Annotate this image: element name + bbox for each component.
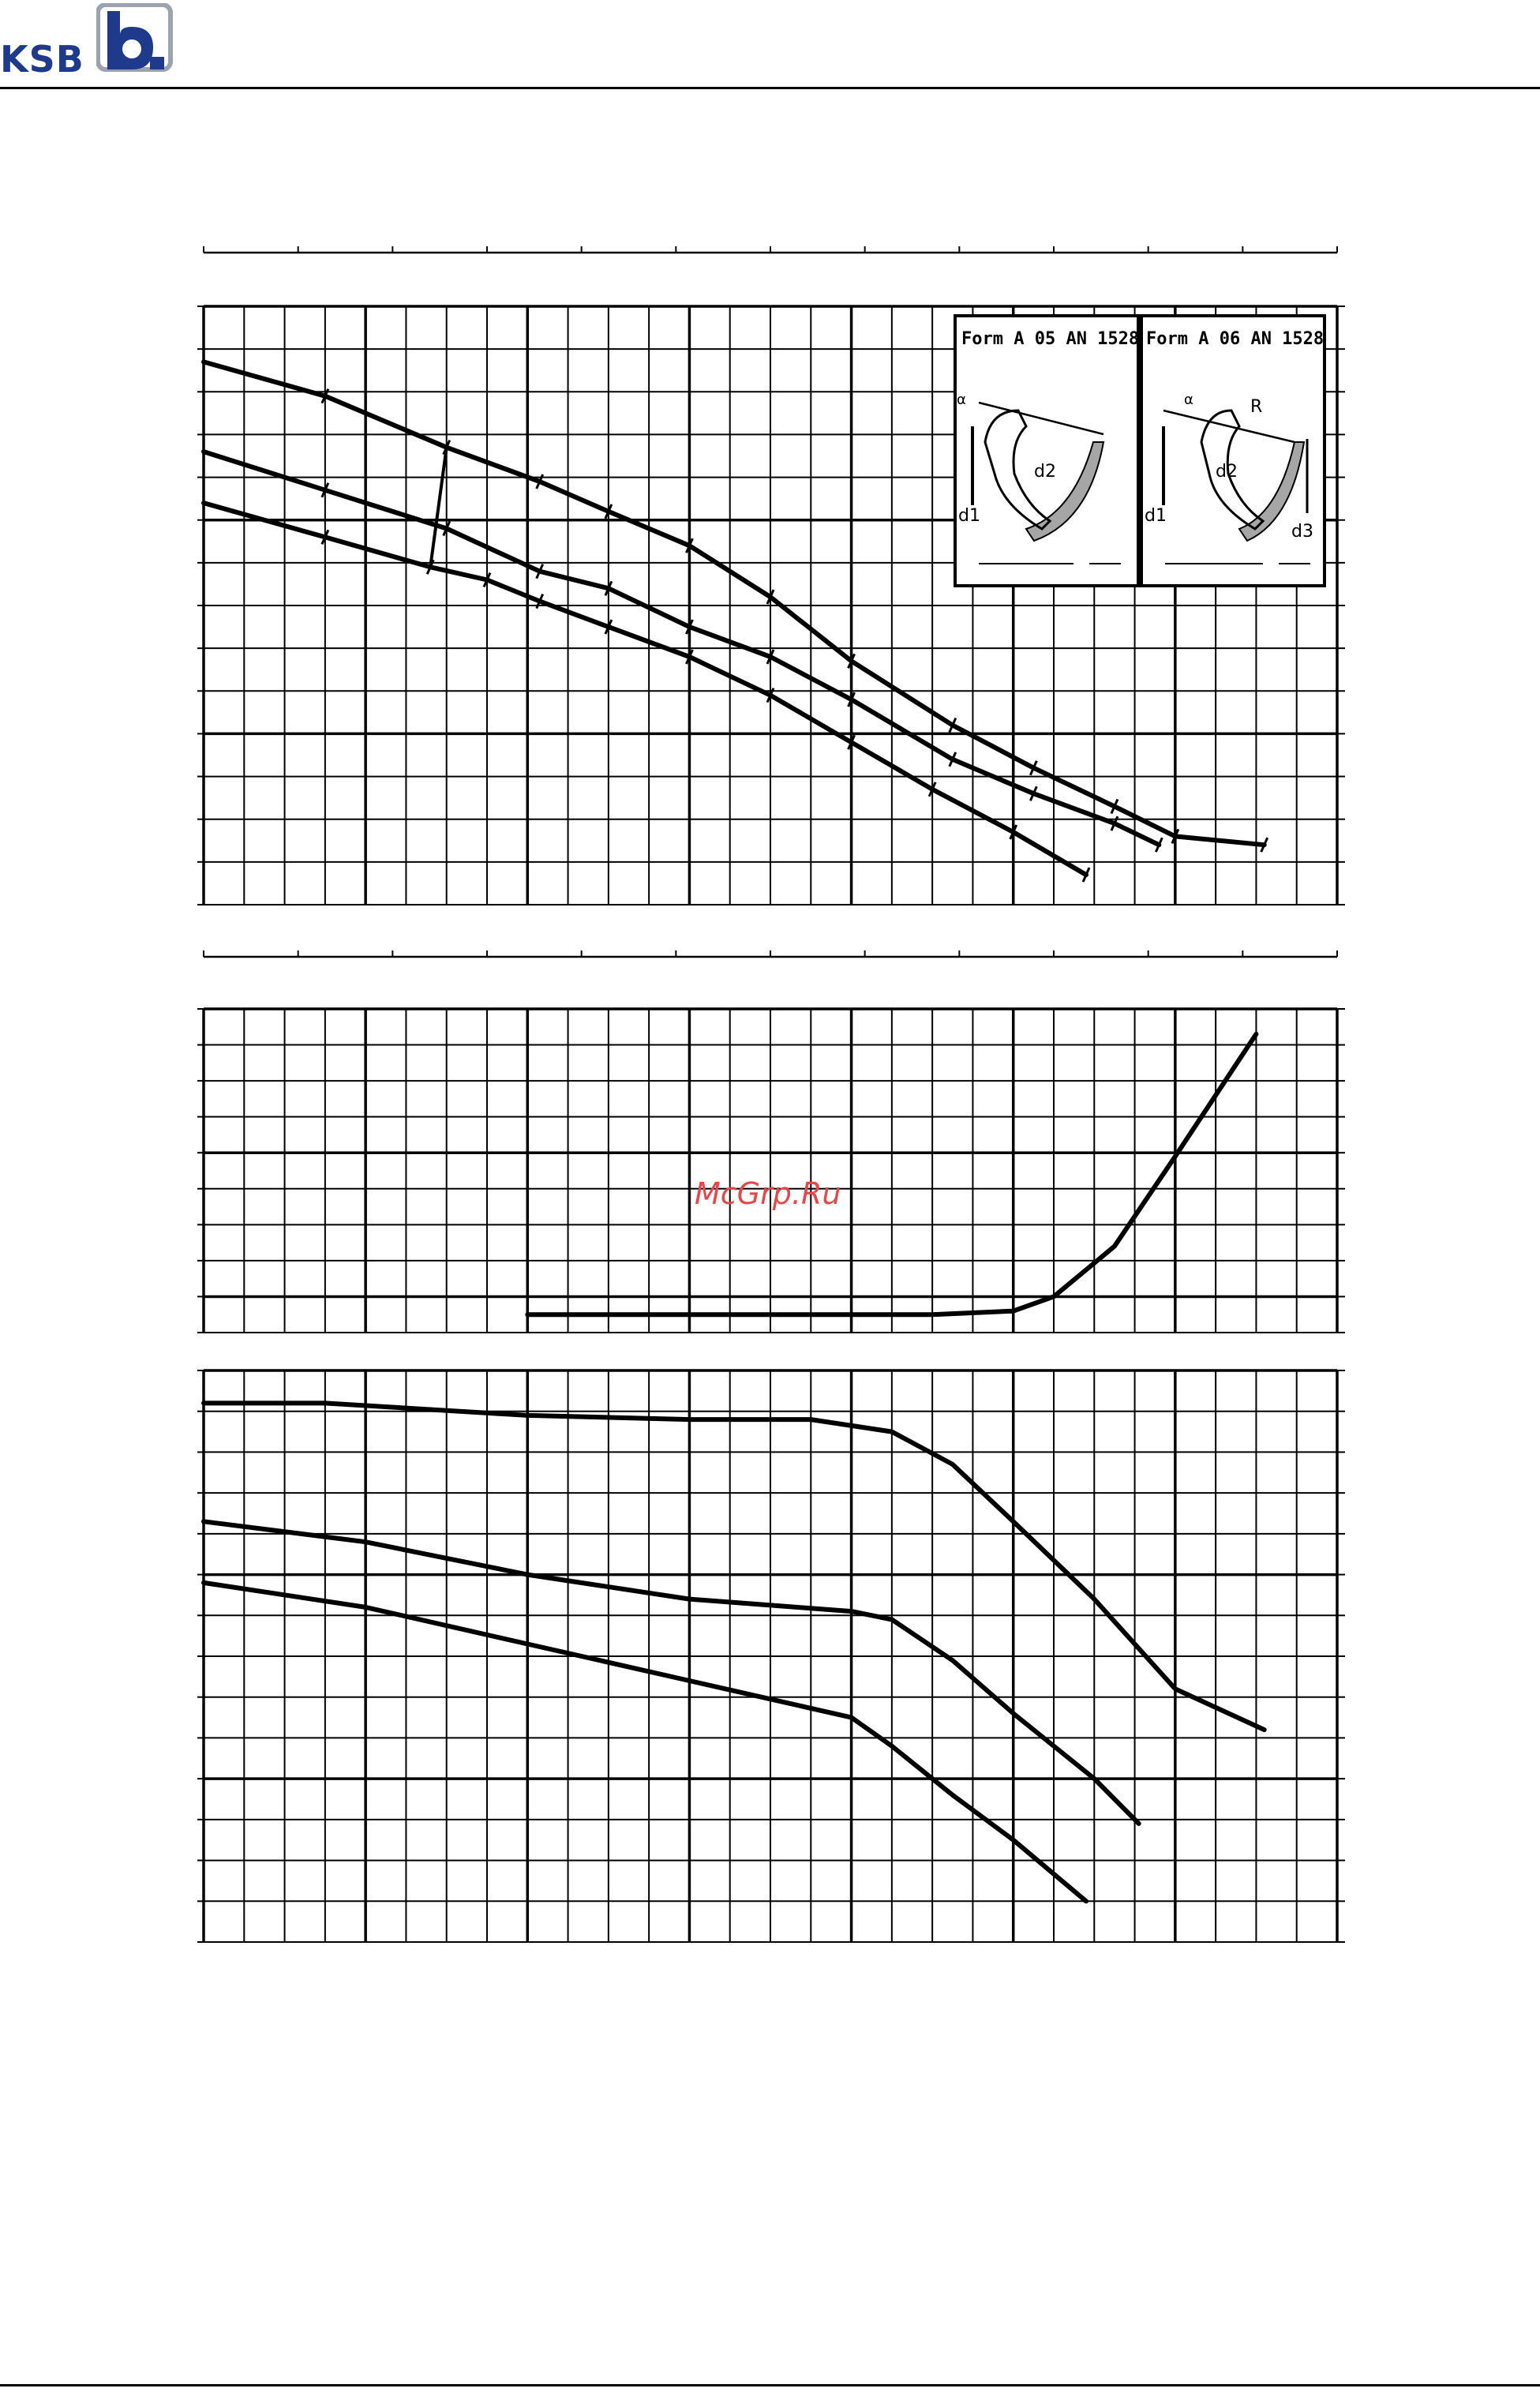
npsh-chart-panel <box>197 950 1345 1333</box>
inset-label-r: R <box>1250 397 1263 417</box>
brand-wordmark: KSB <box>0 38 84 81</box>
trim-range-line <box>430 448 447 568</box>
inset-label-d2: d2 <box>1216 462 1238 482</box>
power-chart-panel <box>197 1370 1345 1942</box>
inset-title: Form A 06 AN 1528 <box>1146 329 1325 349</box>
impeller-inset-a05 <box>955 316 1139 586</box>
inset-label-d1: d1 <box>1145 506 1167 526</box>
inset-label-d3: d3 <box>1291 522 1313 542</box>
inset-label-d1: d1 <box>958 506 980 526</box>
inset-label-d2: d2 <box>1034 462 1056 482</box>
inset-label-alpha: α <box>957 392 966 408</box>
inset-title: Form A 05 AN 1528 <box>961 329 1140 349</box>
inset-label-alpha: α <box>1184 392 1193 408</box>
watermark: McGrp.Ru <box>695 1176 841 1211</box>
impeller-inset-a06 <box>1141 316 1325 586</box>
series-line-3 <box>204 1583 1086 1901</box>
